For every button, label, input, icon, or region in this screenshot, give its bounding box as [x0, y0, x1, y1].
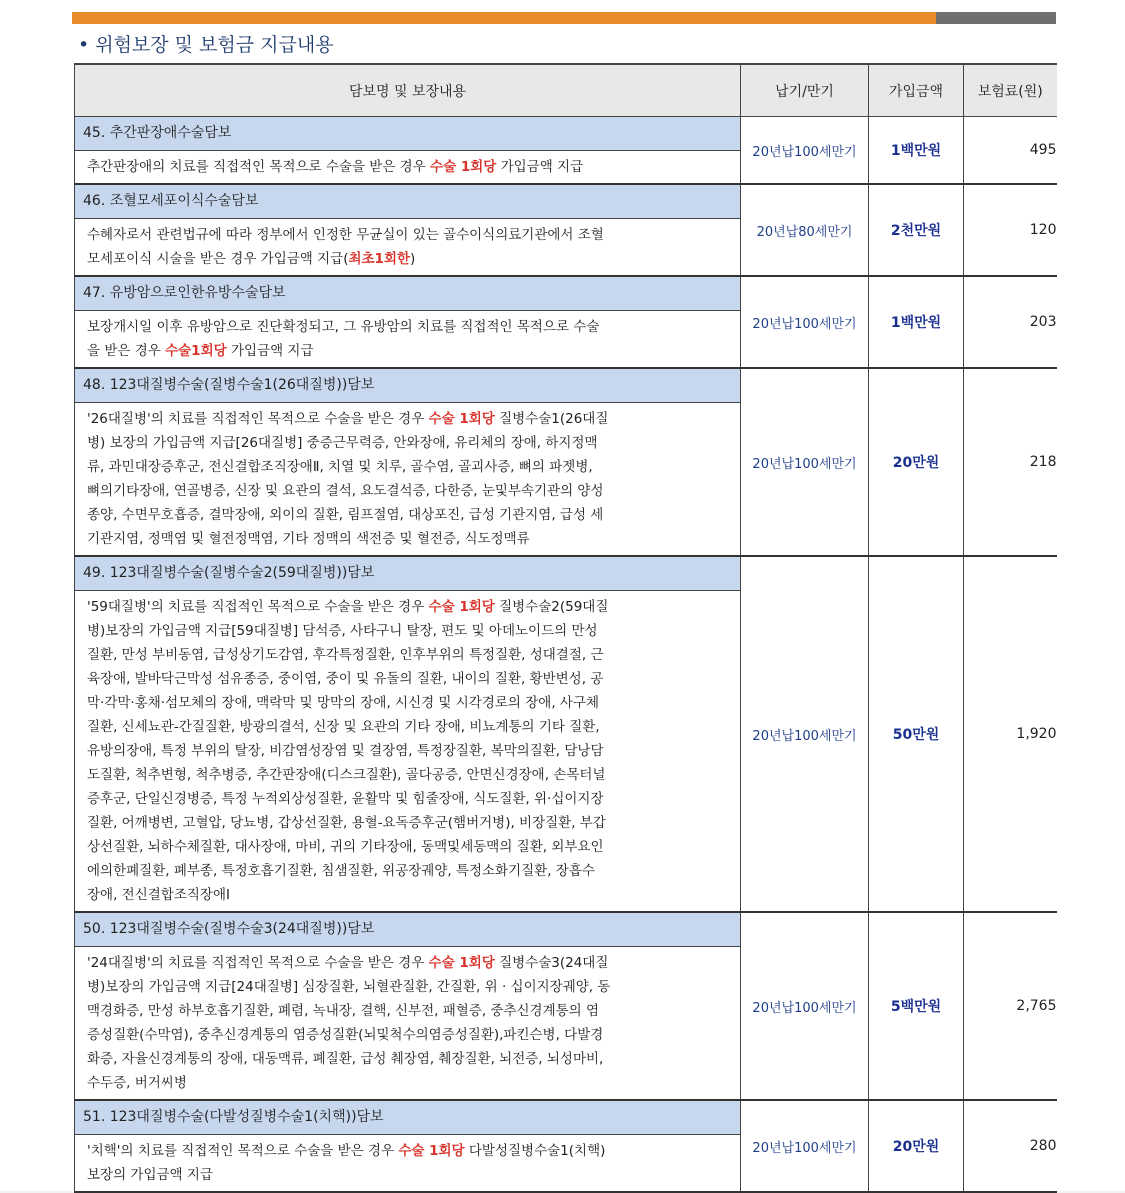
description-text: 을 받은 경우	[87, 343, 166, 359]
description-text: 가입금액 지급	[226, 343, 314, 359]
description-line	[87, 1163, 728, 1187]
highlight-text: 수술 1회당	[430, 159, 497, 175]
description-line	[87, 859, 728, 883]
description-text: '치핵'의 치료를 직접적인 목적으로 수술을 받은 경우	[87, 1143, 399, 1159]
description-text: 질환, 어깨병변, 고혈압, 당뇨병, 갑상선질환, 용혈-요독증후군(햄버거병), 비장질환, 부갑	[87, 815, 606, 831]
amount-cell: 1백만원	[869, 276, 964, 368]
description-line	[87, 999, 728, 1023]
coverage-item-cell	[75, 912, 741, 1100]
amount-cell: 20만원	[869, 368, 964, 556]
coverage-description	[75, 403, 740, 555]
coverage-table	[74, 63, 1057, 1193]
description-text: 병)보장의 가입금액 지급[24대질병] 심장질환, 뇌혈관질환, 간질환, 위 · 십이지장궤양, 동	[87, 979, 611, 995]
description-text: 모세포이식 시술을 받은 경우 가입금액 지급(	[87, 251, 349, 267]
term-cell: 20년납100세만기	[741, 1100, 869, 1192]
amount-cell: 20만원	[869, 1100, 964, 1192]
header-bar-orange	[72, 12, 936, 24]
highlight-text: 수술1회당	[165, 343, 227, 359]
description-text: 질병수술3(24대질	[494, 955, 609, 971]
description-text: 맥경화증, 만성 하부호흡기질환, 폐렴, 녹내장, 결핵, 신부전, 패혈증, 중추신경계통의 염	[87, 1003, 600, 1019]
bullet-icon: •	[78, 34, 90, 56]
coverage-title: 45. 추간판장애수술담보	[75, 117, 740, 151]
term-cell: 20년납100세만기	[741, 556, 869, 912]
description-text: 추간판장애의 치료를 직접적인 목적으로 수술을 받은 경우	[87, 159, 431, 175]
coverage-title: 47. 유방암으로인한유방수술담보	[75, 277, 740, 311]
description-text: 병)보장의 가입금액 지급[59대질병] 담석증, 사타구니 탈장, 편도 및 아데노이드의 만성	[87, 623, 598, 639]
table-row	[75, 556, 1057, 912]
coverage-description	[75, 947, 740, 1099]
table-row	[75, 912, 1057, 1100]
description-line	[87, 479, 728, 503]
description-text: '24대질병'의 치료를 직접적인 목적으로 수술을 받은 경우	[87, 955, 429, 971]
premium-cell: 120	[964, 184, 1057, 276]
description-line	[87, 763, 728, 787]
description-line	[87, 883, 728, 907]
coverage-description	[75, 591, 740, 911]
description-text: 질병수술2(59대질	[494, 599, 609, 615]
header-color-bar	[72, 12, 1056, 24]
description-text: 수혜자로서 관련법규에 따라 정부에서 인정한 무균실이 있는 골수이식의료기관에서 조혈	[87, 227, 604, 243]
coverage-description	[75, 311, 740, 367]
section-heading	[78, 30, 334, 56]
term-cell: 20년납100세만기	[741, 117, 869, 185]
table-row	[75, 368, 1057, 556]
description-text: 육장애, 발바닥근막성 섬유종증, 중이염, 중이 및 유돌의 질환, 내이의 질환, 황반변성, 공	[87, 671, 604, 687]
highlight-text: 수술 1회당	[398, 1143, 465, 1159]
description-line	[87, 431, 728, 455]
coverage-item-cell	[75, 556, 741, 912]
amount-cell: 5백만원	[869, 912, 964, 1100]
description-text: 화증, 자율신경계통의 장애, 대동맥류, 폐질환, 급성 췌장염, 췌장질환, 뇌전증, 뇌성마비,	[87, 1051, 604, 1067]
table-row	[75, 117, 1057, 185]
description-text: 장애, 전신결합조직장애Ⅰ	[87, 887, 230, 903]
description-line	[87, 527, 728, 551]
description-text: 질병수술1(26대질	[494, 411, 609, 427]
premium-cell: 203	[964, 276, 1057, 368]
description-text: 증성질환(수막염), 중추신경계통의 염증성질환(뇌및척수의염증성질환),파킨슨병, 다발경	[87, 1027, 604, 1043]
description-text: 류, 과민대장증후군, 전신결합조직장애Ⅱ, 치열 및 치루, 골수염, 골괴사증, 뼈의 파젯병,	[87, 459, 593, 475]
coverage-description	[75, 219, 740, 275]
coverage-item-cell	[75, 276, 741, 368]
description-line	[87, 1071, 728, 1095]
coverage-item-cell	[75, 184, 741, 276]
description-line	[87, 715, 728, 739]
premium-cell: 280	[964, 1100, 1057, 1192]
description-line	[87, 595, 728, 619]
description-line	[87, 503, 728, 527]
description-text: 질환, 신세뇨관-간질질환, 방광의결석, 신장 및 요관의 기타 장애, 비뇨계통의 기타 질환,	[87, 719, 600, 735]
header-term: 납기/만기	[741, 64, 869, 117]
description-text: 상선질환, 뇌하수체질환, 대사장애, 마비, 귀의 기타장애, 동맥및세동맥의 질환, 외부요인	[87, 839, 604, 855]
description-text: 유방의장애, 특정 부위의 탈장, 비감염성장염 및 결장염, 특정장질환, 복막의질환, 담낭담	[87, 743, 604, 759]
description-line	[87, 975, 728, 999]
description-text: 막·각막·홍채·섬모체의 장애, 맥락막 및 망막의 장애, 시신경 및 시각경로의 장애, 사구체	[87, 695, 600, 711]
description-line	[87, 951, 728, 975]
premium-cell: 218	[964, 368, 1057, 556]
description-line	[87, 643, 728, 667]
coverage-description	[75, 1135, 740, 1191]
coverage-item-cell	[75, 368, 741, 556]
description-line	[87, 619, 728, 643]
coverage-item-cell	[75, 117, 741, 185]
table-row	[75, 184, 1057, 276]
highlight-text: 수술 1회당	[428, 599, 495, 615]
description-text: 가입금액 지급	[496, 159, 584, 175]
amount-cell: 2천만원	[869, 184, 964, 276]
premium-cell: 495	[964, 117, 1057, 185]
term-cell: 20년납100세만기	[741, 368, 869, 556]
description-line	[87, 223, 728, 247]
coverage-title: 48. 123대질병수술(질병수술1(26대질병))담보	[75, 369, 740, 403]
description-line	[87, 455, 728, 479]
description-text: 보장개시일 이후 유방암으로 진단확정되고, 그 유방암의 치료를 직접적인 목적으로 수술	[87, 319, 600, 335]
description-line	[87, 1047, 728, 1071]
description-text: 도질환, 척추변형, 척추병증, 추간판장애(디스크질환), 골다공증, 안면신경장애, 손목터널	[87, 767, 606, 783]
description-line	[87, 1139, 728, 1163]
description-text: 수두증, 버거씨병	[87, 1075, 187, 1091]
description-text: 뼈의기타장애, 연골병증, 신장 및 요관의 결석, 요도결석증, 다한증, 눈및부속기관의 양성	[87, 483, 604, 499]
description-line	[87, 691, 728, 715]
description-line	[87, 155, 728, 179]
description-line	[87, 339, 728, 363]
description-line	[87, 787, 728, 811]
description-line	[87, 315, 728, 339]
section-title: 위험보장 및 보험금 지급내용	[95, 34, 334, 56]
description-text: '26대질병'의 치료를 직접적인 목적으로 수술을 받은 경우	[87, 411, 429, 427]
premium-cell: 1,920	[964, 556, 1057, 912]
coverage-item-cell	[75, 1100, 741, 1192]
highlight-text: 수술 1회당	[428, 955, 495, 971]
table-row	[75, 276, 1057, 368]
header-bar-tick	[316, 12, 318, 20]
coverage-title: 49. 123대질병수술(질병수술2(59대질병))담보	[75, 557, 740, 591]
amount-cell: 1백만원	[869, 117, 964, 185]
description-line	[87, 739, 728, 763]
highlight-text: 수술 1회당	[428, 411, 495, 427]
description-text: 증후군, 단일신경병증, 특정 누적외상성질환, 윤활막 및 힘줄장애, 식도질환, 위·십이지장	[87, 791, 604, 807]
description-line	[87, 407, 728, 431]
header-premium: 보험료(원)	[964, 64, 1057, 117]
header-item: 담보명 및 보장내용	[75, 64, 741, 117]
description-line	[87, 1023, 728, 1047]
description-line	[87, 835, 728, 859]
description-text: 종양, 수면무호흡증, 결막장애, 외이의 질환, 림프절염, 대상포진, 급성 기관지염, 급성 세	[87, 507, 604, 523]
description-text: 다발성질병수술1(치핵)	[464, 1143, 606, 1159]
table-header-row	[75, 64, 1057, 117]
table-row	[75, 1100, 1057, 1192]
premium-cell: 2,765	[964, 912, 1057, 1100]
coverage-title: 50. 123대질병수술(질병수술3(24대질병))담보	[75, 913, 740, 947]
highlight-text: 최초1회한	[348, 251, 411, 267]
description-text: 기관지염, 정맥염 및 혈전정맥염, 기타 정맥의 색전증 및 혈전증, 식도정맥류	[87, 531, 530, 547]
header-amount: 가입금액	[869, 64, 964, 117]
coverage-title: 46. 조혈모세포이식수술담보	[75, 185, 740, 219]
term-cell: 20년납80세만기	[741, 184, 869, 276]
description-text: '59대질병'의 치료를 직접적인 목적으로 수술을 받은 경우	[87, 599, 429, 615]
description-text: 보장의 가입금액 지급	[87, 1167, 213, 1183]
description-text: )	[410, 251, 416, 267]
description-text: 질환, 만성 부비동염, 급성상기도감염, 후각특정질환, 인후부위의 특정질환, 성대결절, 근	[87, 647, 604, 663]
header-bar-gray	[936, 12, 1056, 24]
term-cell: 20년납100세만기	[741, 912, 869, 1100]
coverage-description	[75, 151, 740, 183]
description-line	[87, 247, 728, 271]
coverage-title: 51. 123대질병수술(다발성질병수술1(치핵))담보	[75, 1101, 740, 1135]
amount-cell: 50만원	[869, 556, 964, 912]
description-text: 병) 보장의 가입금액 지급[26대질병] 중증근무력증, 안와장애, 유리체의 장애, 하지정맥	[87, 435, 598, 451]
term-cell: 20년납100세만기	[741, 276, 869, 368]
description-line	[87, 811, 728, 835]
description-line	[87, 667, 728, 691]
description-text: 에의한폐질환, 폐부종, 특정호흡기질환, 침샘질환, 위공장궤양, 특정소화기질환, 장흡수	[87, 863, 595, 879]
